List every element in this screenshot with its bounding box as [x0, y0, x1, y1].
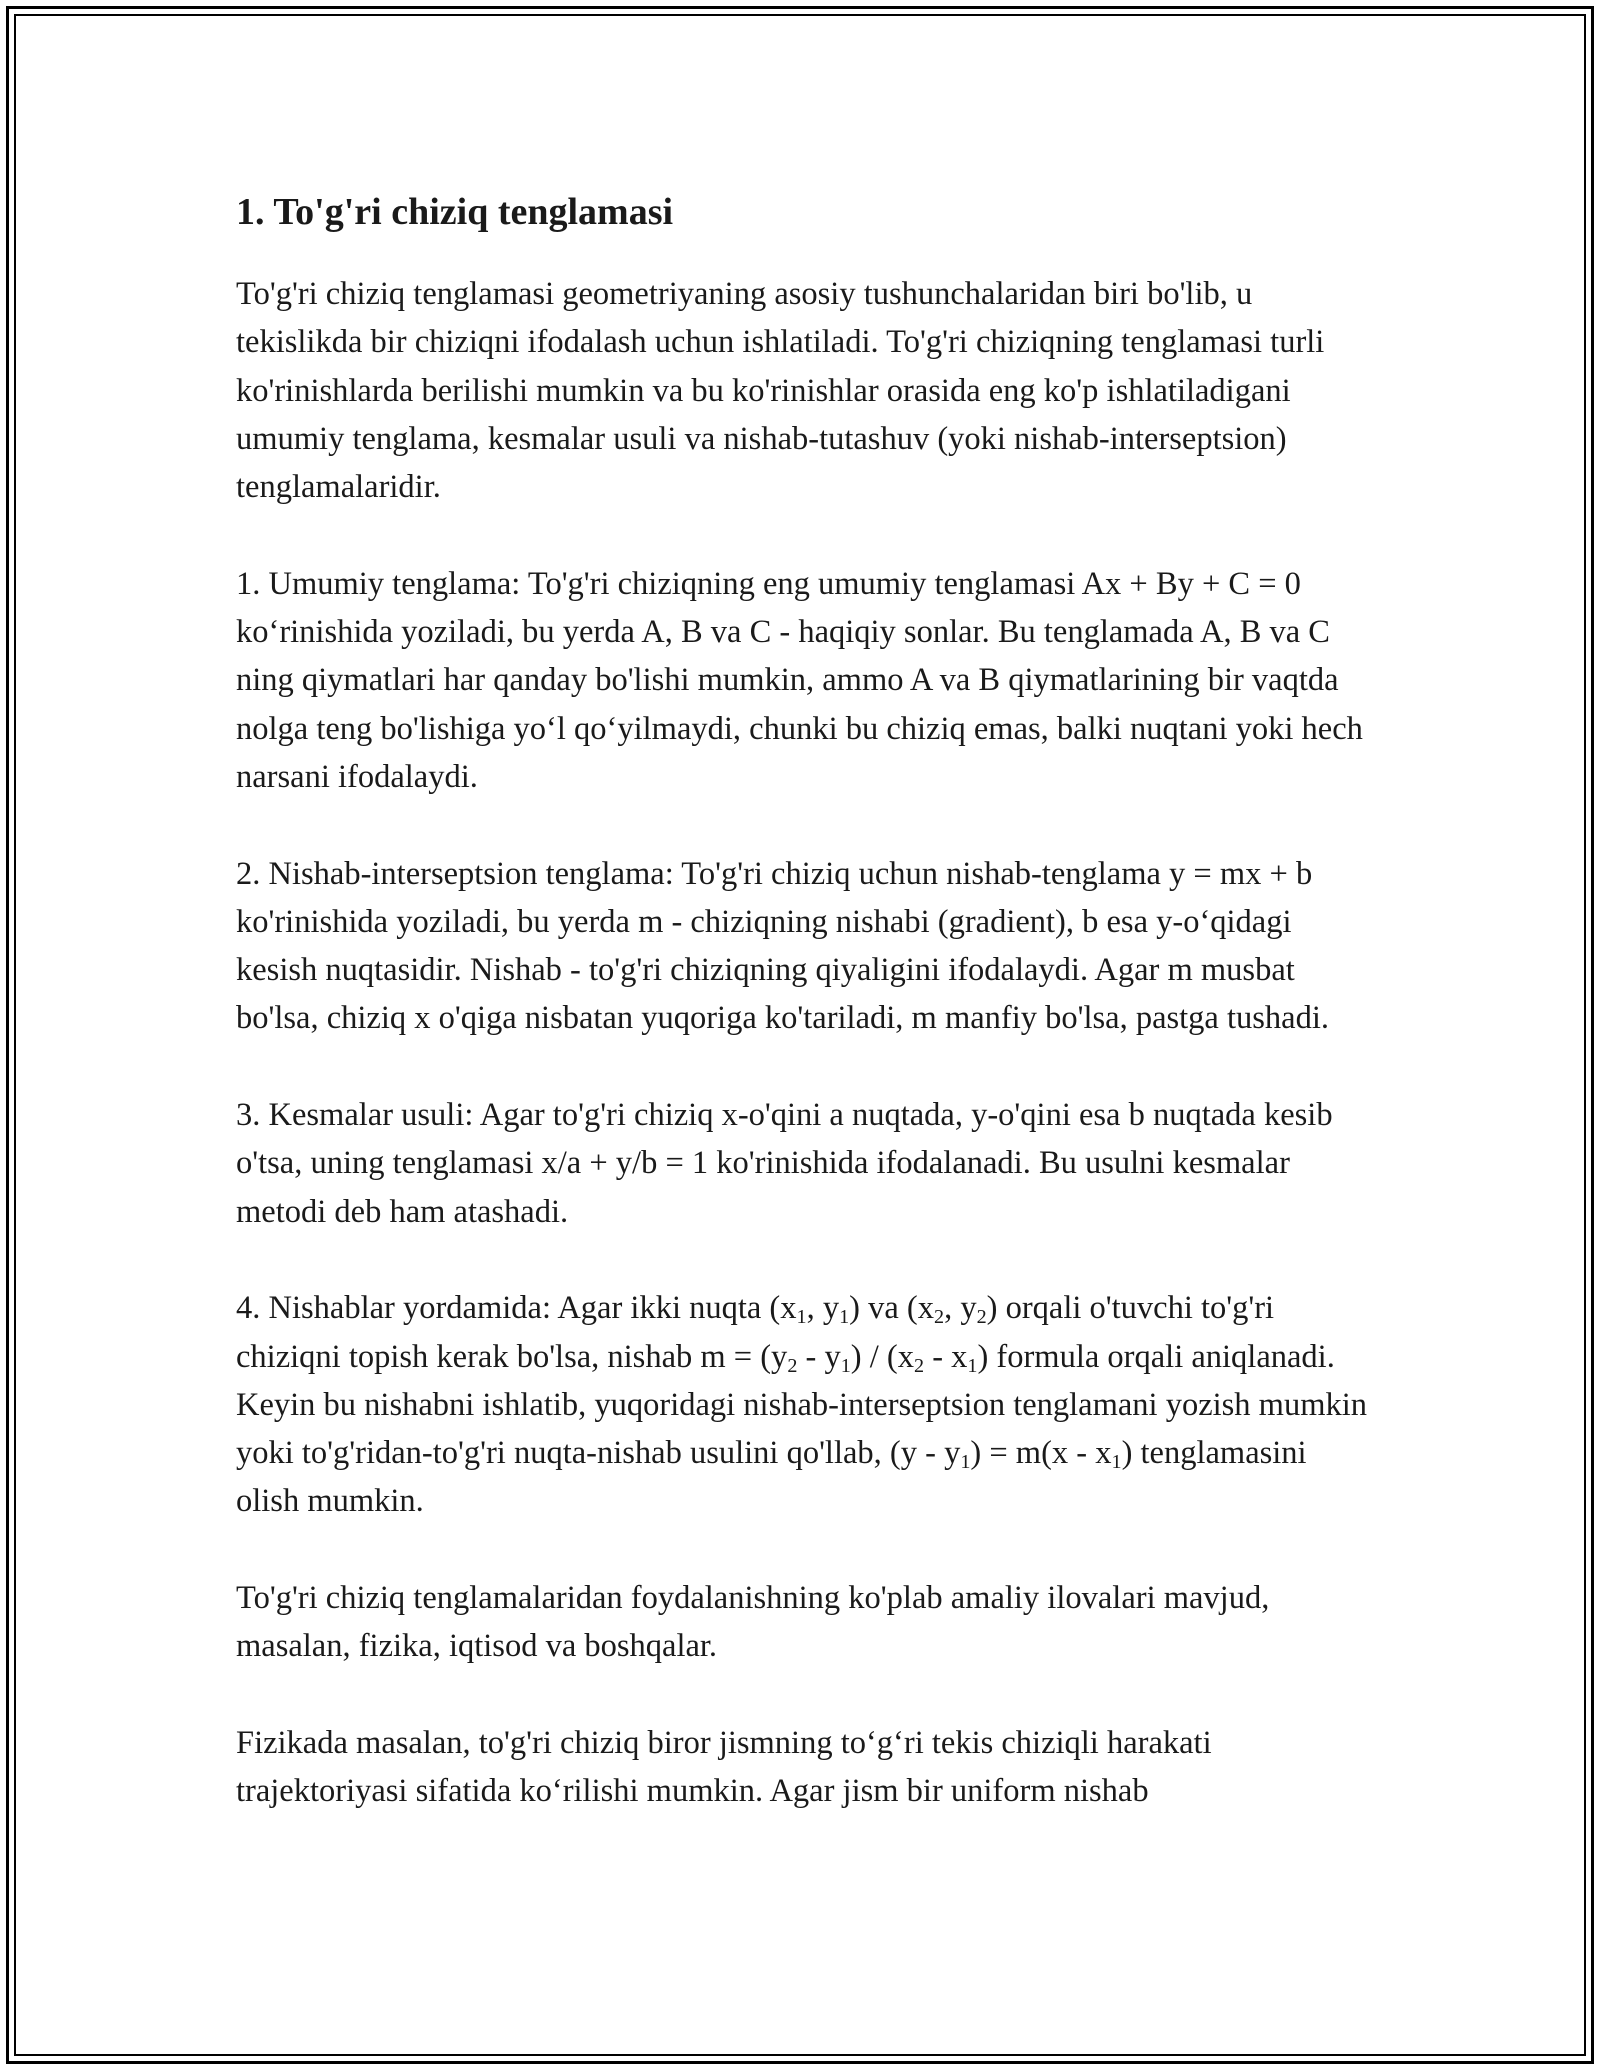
intro-paragraph: To'g'ri chiziq tenglamasi geometriyaning asosiy tushunchalaridan biri bo'lib, u tekislikda bir chiziqni ifodalash uchun ishlatiladi. To'g'ri chiziqning tenglamasi turli ko'rinishlarda berilishi mumkin va bu ko'rinishlar orasida eng ko'p ishlatiladigani umumiy tenglama, kesmalar usuli va nishab-tutashuv (yoki nishab-interseptsion) tenglamalaridir.	[236, 276, 1325, 506]
general-equation-paragraph: 1. Umumiy tenglama: To'g'ri chiziqning eng umumiy tenglamasi Ax + By + C = 0 ko‘rinishida yoziladi, bu yerda A, B va C - haqiqiy sonlar. Bu tenglamada A, B va C ning qiymatlari har qanday bo'lishi mumkin, ammo A va B qiymatlarining bir vaqtda nolga teng bo'lishiga yo‘l qo‘yilmaydi, chunki bu chiziq emas, balki nuqtani yoki hech narsani ifodalaydi.	[236, 565, 1363, 795]
two-point-slope-paragraph: 4. Nishablar yordamida: Agar ikki nuqta ($x_1$, $y_1$) va ($x_2$, $y_2$) orqali o'tuvchi to'g'ri chiziqni topish kerak bo'lsa, nishab $m = (y_2 - y_1) / (x_2 - x_1)$ formula orqali aniqlanadi. Keyin bu nishabni ishlatib, yuqoridagi nishab-interseptsion tenglamani yozish mumkin yoki to'g'ridan-to'g'ri nuqta-nishab usulini qo'llab, $(y - y_1) = m(x - x_1)$ tenglamasini olish mumkin.	[236, 1290, 1368, 1520]
physics-paragraph: Fizikada masalan, to'g'ri chiziq biror jismning to‘g‘ri tekis chiziqli harakati trajektoriyasi sifatida ko‘rilishi mumkin. Agar jism bir uniform nishab	[236, 1724, 1212, 1810]
intercepts-method-paragraph: 3. Kesmalar usuli: Agar to'g'ri chiziq x-o'qini a nuqtada, y-o'qini esa b nuqtada kesib o'tsa, uning tenglamasi x/a + y/b = 1 ko'rinishida ifodalanadi. Bu usulni kesmalar metodi deb ham atashadi.	[236, 1097, 1333, 1230]
document-body	[236, 186, 1376, 1864]
slope-intercept-paragraph: 2. Nishab-interseptsion tenglama: To'g'ri chiziq uchun nishab-tenglama y = mx + b ko'rinishida yoziladi, bu yerda m - chiziqning nishabi (gradient), b esa y-o‘qidagi kesish nuqtasidir. Nishab - to'g'ri chiziqning qiyaligini ifodalaydi. Agar m musbat bo'lsa, chiziq x o'qiga nisbatan yuqoriga ko'tariladi, m manfiy bo'lsa, pastga tushadi.	[236, 855, 1329, 1037]
applications-paragraph: To'g'ri chiziq tenglamalaridan foydalanishning ko'plab amaliy ilovalari mavjud, masalan, fizika, iqtisod va boshqalar.	[236, 1580, 1270, 1665]
section-title: 1. To'g'ri chiziq tenglamasi	[236, 191, 674, 233]
